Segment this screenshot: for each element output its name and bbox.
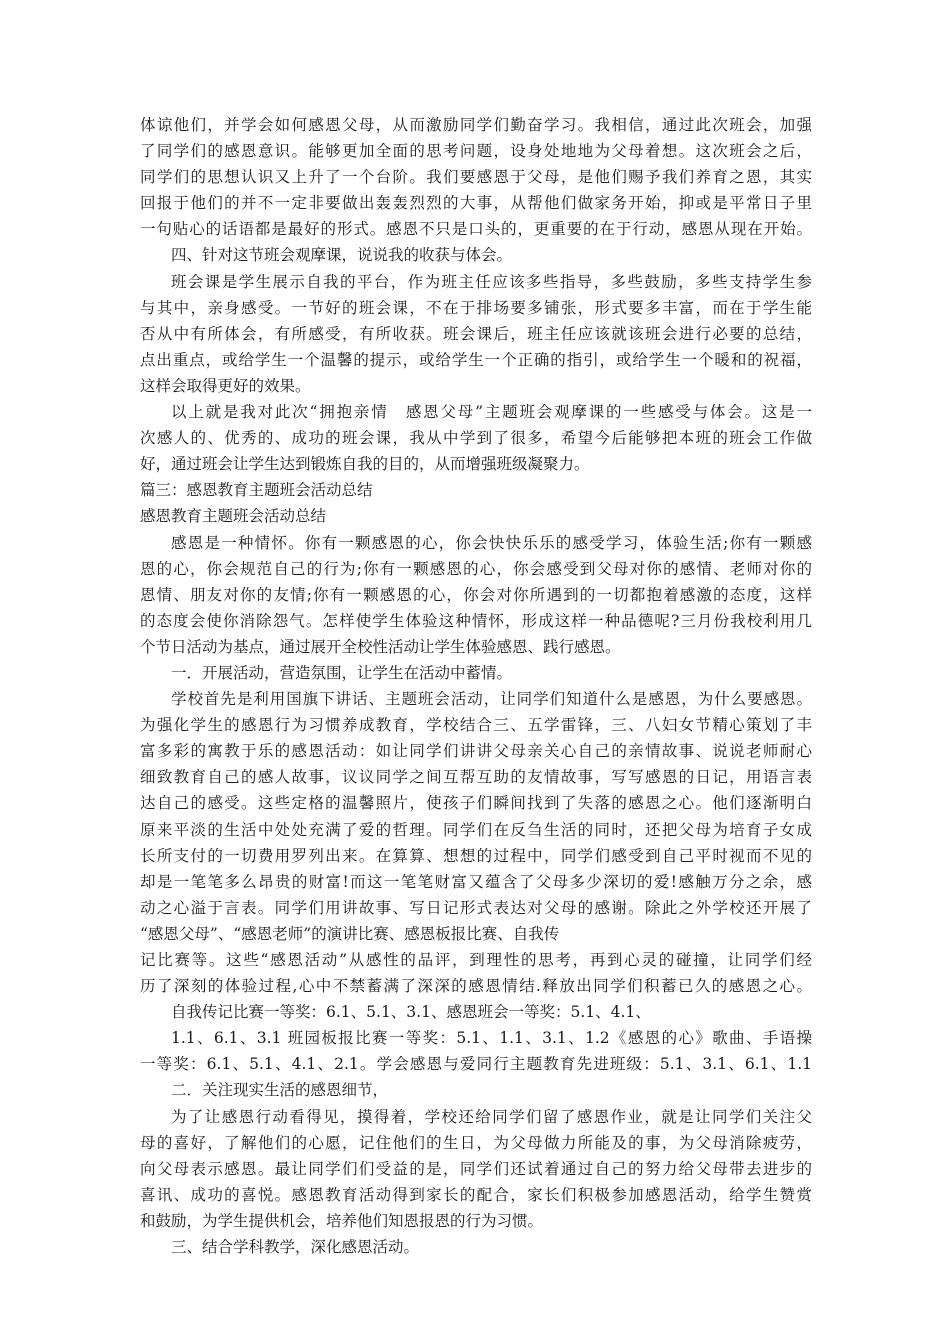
text-line: 向父母表示感恩。最让同学们们受益的是，同学们还试着通过自己的努力给父母带去进步的: [140, 1159, 812, 1178]
text-line: 同学们的思想认识又上升了一个台阶。我们要感恩于父母，是他们赐予我们养育之恩，其实: [140, 168, 812, 187]
text-line: 富多彩的寓教于乐的感恩活动：如让同学们讲讲父母亲关心自己的亲情故事、说说老师耐心: [140, 742, 812, 761]
text-line: 达自己的感受。这些定格的温馨照片，使孩子们瞬间找到了失落的感恩之心。他们逐渐明白: [140, 794, 812, 813]
text-line: 与其中，亲身感受。一节好的班会课，不在于排场要多铺张，形式要多丰富，而在于学生能: [140, 298, 812, 317]
text-line: 这样会取得更好的效果。: [140, 376, 311, 395]
text-line: 以上就是我对此次“拥抱亲情 感恩父母”主题班会观摩课的一些感受与体会。这是一: [171, 403, 812, 422]
text-line: 好，通过班会让学生达到锻炼自我的目的，从而增强班级凝聚力。: [140, 455, 590, 474]
text-line: “感恩父母”、“感恩老师”的演讲比赛、感恩板报比赛、自我传: [140, 924, 560, 943]
text-line: 点出重点，或给学生一个温馨的提示，或给学生一个正确的指引，或给学生一个暖和的祝福，: [140, 350, 812, 369]
text-line: 的态度会使你消除怨气。怎样使学生体验这种情怀，形成这样一种品德呢?三月份我校利用几: [140, 611, 812, 630]
text-line: 感恩教育主题班会活动总结: [140, 507, 327, 526]
text-line: 班会课是学生展示自我的平台，作为班主任应该多些指导，多些鼓励，多些支持学生参: [171, 272, 812, 291]
text-line: 了同学们的感恩意识。能够更加全面的思考问题，设身处地地为父母着想。这次班会之后，: [140, 142, 812, 161]
text-line: 感恩是一种情怀。你有一颗感恩的心，你会快快乐乐的感受学习，体验生活;你有一颗感: [171, 533, 812, 552]
text-line: 长所支付的一切费用罗列出来。在算算、想想的过程中，同学们感受到自己平时视而不见的: [140, 846, 812, 865]
text-line: 和鼓励，为学生提供机会，培养他们知恩报恩的行为习惯。: [140, 1211, 544, 1230]
document-page: [140, 112, 812, 1260]
text-line: 体谅他们，并学会如何感恩父母，从而激励同学们勤奋学习。我相信，通过此次班会，加强: [140, 116, 812, 134]
text-line: 个节日活动为基点，通过展开全校性活动让学生体验感恩、践行感恩。: [140, 637, 621, 656]
text-line: 一句贴心的话语都是最好的形式。感恩不只是口头的，更重要的在于行动，感恩从现在开始。: [140, 220, 812, 239]
text-line: 细致教育自己的感人故事，议议同学之间互帮互助的友情故事，写写感恩的日记，用语言表: [140, 768, 812, 787]
text-line: 却是一笔笔多么昂贵的财富!而这一笔笔财富又蕴含了父母多少深切的爱!感触万分之余，感: [140, 872, 812, 891]
text-line: 为强化学生的感恩行为习惯养成教育，学校结合三、五学雷锋，三、八妇女节精心策划了丰: [140, 716, 812, 735]
text-line: 动之心溢于言表。同学们用讲故事、写日记形式表达对父母的感谢。除此之外学校还开展了: [140, 898, 812, 917]
text-line: 为了让感恩行动看得见，摸得着，学校还给同学们留了感恩作业，就是让同学们关注父: [171, 1107, 812, 1126]
text-line: 母的喜好，了解他们的心愿，记住他们的生日，为父母做力所能及的事，为父母消除疲劳，: [140, 1133, 812, 1152]
text-line: 历了深刻的体验过程,心中不禁蓄满了深深的感恩情结.释放出同学们积蓄已久的感恩之心。: [140, 977, 812, 996]
text-line: 否从中有所体会，有所感受，有所收获。班会课后，班主任应该就该班会进行必要的总结，: [140, 324, 812, 343]
text-line: 次感人的、优秀的、成功的班会课，我从中学到了很多，希望今后能够把本班的班会工作做: [140, 429, 812, 448]
text-line: 回报于他们的并不一定非要做出轰轰烈烈的大事，从帮他们做家务开始，抑或是平常日子里: [140, 194, 812, 213]
text-line: 一．开展活动，营造氛围，让学生在活动中蓄情。: [171, 663, 513, 682]
text-line: 篇三：感恩教育主题班会活动总结: [140, 481, 373, 500]
text-line: 1.1、6.1、3.1 班园板报比赛一等奖：5.1、1.1、3.1、1.2《感恩的心》歌曲、手语操: [171, 1029, 812, 1048]
text-line: 四、针对这节班会观摩课，说说我的收获与体会。: [171, 246, 513, 265]
text-line: 原来平淡的生活中处处充满了爱的哲理。同学们在反刍生活的同时，还把父母为培育子女成: [140, 820, 812, 839]
text-line: 二．关注现实生活的感恩细节，: [171, 1081, 389, 1100]
text-line: 自我传记比赛一等奖：6.1、5.1、3.1、感恩班会一等奖：5.1、4.1、: [171, 1003, 651, 1022]
text-line: 学校首先是利用国旗下讲话、主题班会活动，让同学们知道什么是感恩，为什么要感恩。: [171, 690, 812, 709]
text-line: 喜讯、成功的喜悦。感恩教育活动得到家长的配合，家长们积极参加感恩活动，给学生赞赏: [140, 1185, 812, 1204]
text-line: 一等奖：6.1、5.1、4.1、2.1。学会感恩与爱同行主题教育先进班级：5.1、3.1、6.1、1.1: [140, 1055, 812, 1074]
text-line: 记比赛等。这些“感恩活动”从感性的品评，到理性的思考，再到心灵的碰撞，让同学们经: [140, 951, 812, 969]
text-line: 恩的心，你会规范自己的行为;你有一颗感恩的心，你会感受到父母对你的感情、老师对你的: [140, 559, 812, 578]
text-line: 三、结合学科教学，深化感恩活动。: [171, 1238, 420, 1257]
text-line: 恩情、朋友对你的友情;你有一颗感恩的心，你会对你所遇到的一切都抱着感激的态度，这样: [140, 585, 812, 604]
